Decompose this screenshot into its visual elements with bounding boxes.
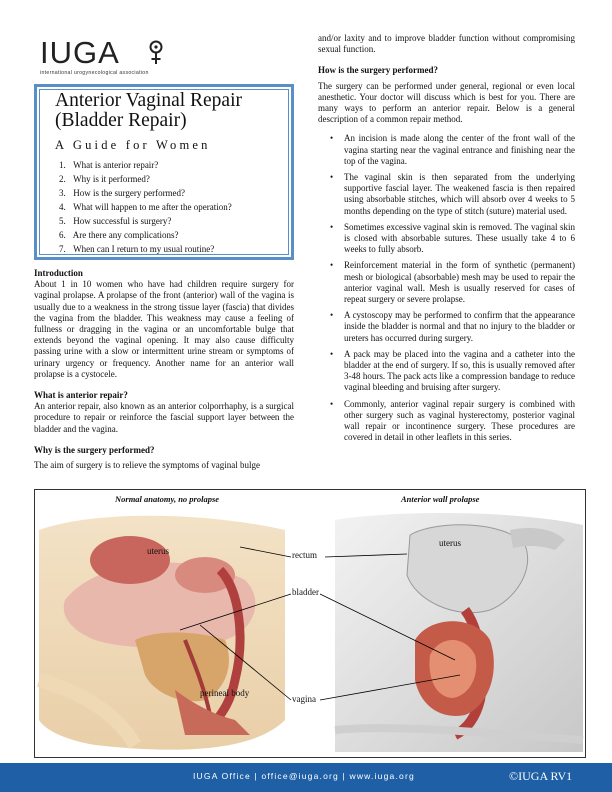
toc-item: 1. What is anterior repair? xyxy=(59,160,159,170)
page-subtitle: A Guide for Women xyxy=(55,138,211,152)
caption-anterior-prolapse: Anterior wall prolapse xyxy=(401,494,480,504)
why-paragraph-start: The aim of surgery is to relieve the symptoms of vaginal bulge xyxy=(34,460,261,471)
how-heading: How is the surgery performed? xyxy=(318,65,438,76)
label-uterus-normal: uterus xyxy=(147,546,169,556)
label-bladder: bladder xyxy=(292,587,319,597)
label-uterus-prolapse: uterus xyxy=(439,538,461,548)
toc-item: 5. How successful is surgery? xyxy=(59,216,172,226)
list-item: • Reinforcement material in the form of synthetic (permanent) mesh or biological (absorbable) mesh may be used to repair the anterior vaginal wall. Mesh is usually reserved for cases of repeat surgery or severe prolapse. xyxy=(318,260,575,305)
title-box xyxy=(34,84,294,260)
left-column xyxy=(34,268,294,471)
logo-wordmark: IUGA xyxy=(40,35,120,70)
anatomy-illustration xyxy=(35,490,585,757)
list-item: • Sometimes excessive vaginal skin is removed. The vaginal skin is closed with absorbable sutures. These usually take 4 to 6 weeks to fully absorb. xyxy=(318,222,575,256)
why-heading: Why is the surgery performed? xyxy=(34,444,155,455)
page-title: Anterior Vaginal Repair (Bladder Repair) xyxy=(55,90,243,131)
what-paragraph: An anterior repair, also known as an anterior colporrhaphy, is a surgical procedure to repair or reinforce the fascial support layer between the bladder and the vagina. xyxy=(34,401,294,434)
what-heading: What is anterior repair? xyxy=(34,390,128,401)
right-column xyxy=(318,33,575,449)
list-item: • A pack may be placed into the vagina and a catheter into the bladder at the end of surgery. If so, this is usually removed after 3-48 hours. The pack acts like a compression bandage to reduce vaginal bleeding and bruising after surgery. xyxy=(318,349,575,394)
table-of-contents xyxy=(59,158,232,256)
footer-bar xyxy=(0,763,612,792)
caption-normal-anatomy: Normal anatomy, no prolapse xyxy=(115,494,220,504)
how-bullet-list xyxy=(318,133,575,443)
logo-tagline: international urogynecological association xyxy=(40,70,149,76)
toc-item: 4. What will happen to me after the operation? xyxy=(59,202,232,212)
list-item: • The vaginal skin is then separated from the underlying supportive fascial layer. The weakened fascia is then repaired using absorbable stitches, which will absorb over 4 weeks to 5 months depending on the type of stitch (suture) material used. xyxy=(318,172,575,217)
iuga-logo xyxy=(40,35,170,78)
anatomy-figure xyxy=(34,489,586,758)
label-perineal-body: perineal body xyxy=(200,688,250,698)
female-symbol-icon xyxy=(148,40,164,66)
intro-heading: Introduction xyxy=(34,268,83,278)
list-item: • An incision is made along the center of the front wall of the vagina starting near the vaginal entrance and finishing near the top of the vagina. xyxy=(318,133,575,167)
toc-item: 2. Why is it performed? xyxy=(59,174,150,184)
list-item: • A cystoscopy may be performed to confirm that the appearance inside the bladder is normal and that no injury to the bladder or ureters has occurred during surgery. xyxy=(318,310,575,344)
prolapse-anatomy-drawing xyxy=(335,513,583,752)
toc-item: 6. Are there any complications? xyxy=(59,230,179,240)
list-item: • Commonly, anterior vaginal repair surgery is combined with other surgery such as vaginal hysterectomy, posterior vaginal wall repair or incontinence surgery. These procedures are covered in detail in other leaflets in this series. xyxy=(318,399,575,444)
why-paragraph-cont: and/or laxity and to improve bladder function without compromising sexual function. xyxy=(318,33,575,55)
footer-contact: IUGA Office | office@iuga.org | www.iuga.org xyxy=(193,771,415,781)
label-vagina: vagina xyxy=(292,694,316,704)
how-paragraph: The surgery can be performed under general, regional or even local anesthetic. Your doctor will discuss which is best for you. There are many ways to perform an anterior repair. Below is a general description of a common repair method. xyxy=(318,80,575,125)
toc-item: 7. When can I return to my usual routine? xyxy=(59,244,215,254)
intro-paragraph: About 1 in 10 women who have had children require surgery for vaginal prolapse. A prolapse of the front (anterior) wall of the vagina is usually due to a weakness in the strong tissue layer (fascia) that divides the vagina from the bladder. This weakness may cause a feeling of fullness or dragging in the vagina or an uncomfortable bulge that extends beyond the vaginal opening. It may also cause difficulty passing urine with a slow or intermittent urine stream or symptoms of urinary urgency or frequency. Another name for an anterior wall prolapse is a cystocele. xyxy=(34,279,294,379)
footer-copyright: ©IUGA RV1 xyxy=(509,769,573,783)
toc-item: 3. How is the surgery performed? xyxy=(59,188,186,198)
label-rectum: rectum xyxy=(292,550,317,560)
